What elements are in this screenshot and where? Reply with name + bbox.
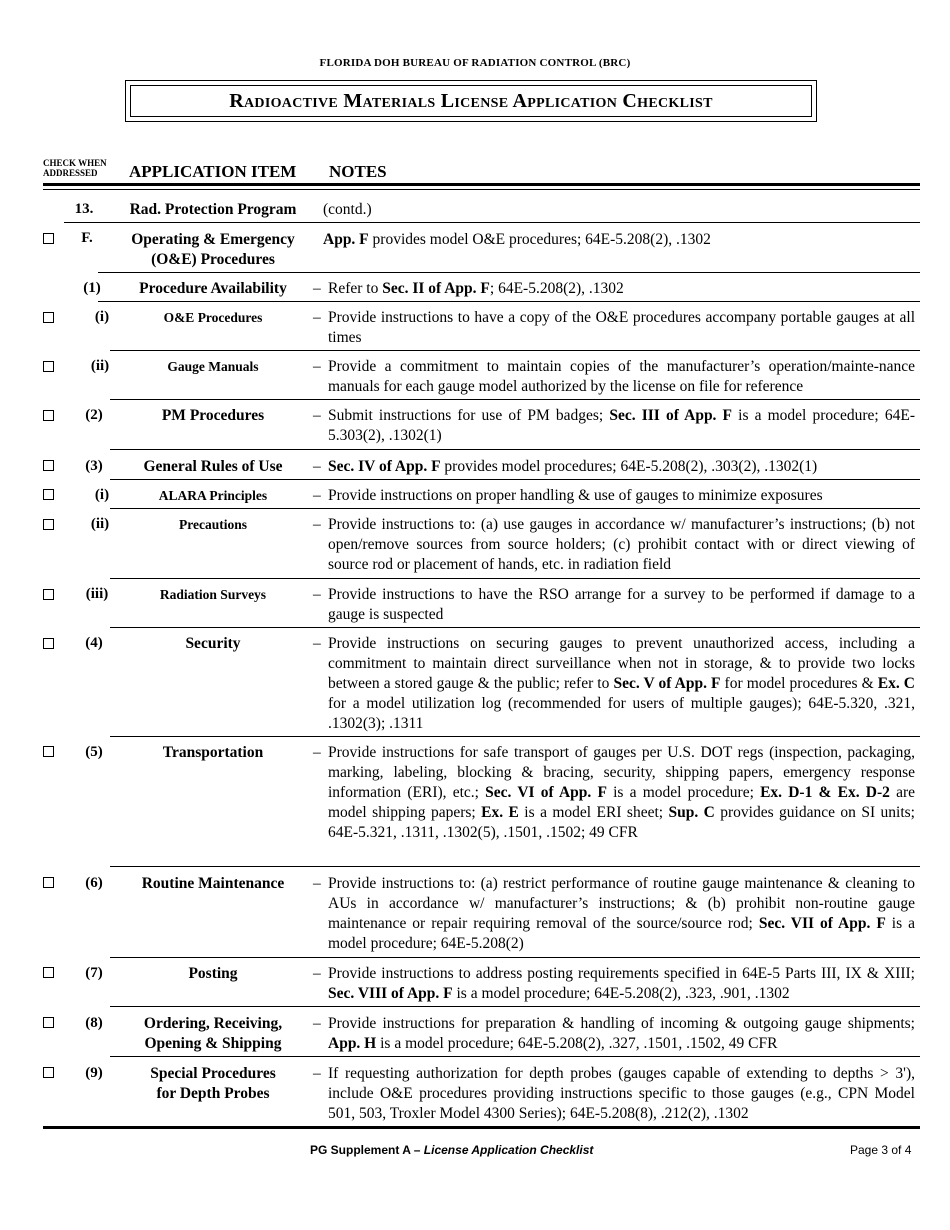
row-number: F. [81,230,93,246]
note-text: – Provide instructions to: (a) use gauges in accordance w/ manufacturer’s instructions; (b) not open/remove sources from source holders; (c) prohibit contact with or direct viewing of source rod or placement of hands, etc. in radiation field [313,516,915,573]
note-text: – Provide instructions for preparation & handling of incoming & outgoing gauge shipments; App. H is a model procedure; 64E-5.208(2), .327, .1501, .1502, 49 CFR [313,1015,915,1052]
item-label: Procedure Availability [139,280,287,297]
note-text: – Provide instructions to have the RSO arrange for a survey to be performed if damage to a gauge is suspected [313,586,915,623]
item-label: Operating & Emergency (O&E) Procedures [131,231,295,268]
item-label: Special Procedures for Depth Probes [150,1065,276,1102]
note-text: – Provide instructions to address posting requirements specified in 64E-5 Parts III, IX & XIII; Sec. VIII of App. F is a model procedure; 64E-5.208(2), .323, .901, .1302 [313,965,915,1002]
checkbox[interactable] [43,410,54,421]
row-number: (i) [94,309,110,325]
row-number: (6) [85,875,103,891]
row-number: (ii) [90,516,110,532]
note-text: – Provide instructions on proper handling & use of gauges to minimize exposures [313,487,823,504]
title-box [125,80,817,122]
row-number: (1) [83,280,101,296]
note-text: – Provide instructions on securing gauges to prevent unauthorized access, including a commitment to maintain direct surveillance when not in storage, & to provide two locks between a stored gauge & the public; refer to Sec. V of App. F for model procedures & Ex. C for a model utilization log (recommended for users of multiple gauges); 64E-5.320, .321, .1302(3); .1311 [313,635,915,732]
item-label: Ordering, Receiving, Opening & Shipping [143,1015,283,1052]
note-text: – Provide a commitment to maintain copies of the manufacturer’s operation/mainte-nance manuals for each gauge model authorized by the license on file for reference [313,358,915,395]
checkbox[interactable] [43,312,54,323]
row-number: 13. [74,201,94,217]
row-number: (8) [85,1015,103,1031]
checkbox[interactable] [43,460,54,471]
row-number: (7) [85,965,103,981]
note-text: – Sec. IV of App. F provides model procedures; 64E-5.208(2), .303(2), .1302(1) [313,458,818,475]
checkbox[interactable] [43,589,54,600]
item-label: Rad. Protection Program [129,201,297,218]
checkbox[interactable] [43,1017,54,1028]
checkbox[interactable] [43,361,54,372]
footer-doc-title: PG Supplement A – License Application Checklist [310,1143,594,1157]
header-rule [43,183,920,186]
note-text: App. F provides model O&E procedures; 64E-5.208(2), .1302 [323,231,711,248]
row-number: (i) [94,487,110,503]
bottom-rule [43,1126,920,1129]
item-label: PM Procedures [161,407,265,424]
item-label: Gauge Manuals [167,359,259,374]
header-rule-thin [43,189,920,190]
note-text: – If requesting authorization for depth probes (gauges capable of extending to depths > 3'), include O&E procedures providing instructions specific to those gauges (e.g., CPN Model 501, 503, Troxler Model 4300 Series); 64E-5.208(8), .212(2), .1302 [313,1065,915,1122]
row-number: (9) [85,1065,103,1081]
checkbox[interactable] [43,1067,54,1078]
checkbox[interactable] [43,519,54,530]
item-label: Transportation [162,744,264,761]
agency-name: FLORIDA DOH BUREAU OF RADIATION CONTROL (BRC) [319,57,631,69]
item-label: O&E Procedures [163,310,263,325]
row-number: (5) [85,744,103,760]
item-label: Posting [188,965,238,982]
item-label: Precautions [179,517,247,532]
note-text: – Provide instructions to have a copy of the O&E procedures accompany portable gauges at all times [313,309,915,346]
column-header-item: APPLICATION ITEM [129,162,297,181]
page-title: Radioactive Materials License Application Checklist [130,85,812,117]
item-label: Security [185,635,241,652]
note-text: – Provide instructions to: (a) restrict performance of routine gauge maintenance & cleaning to AUs in accordance w/ manufacturer’s instructions; & (b) prohibit non-routine gauge maintenance or repair requiring removal of the source/source rod; Sec. VII of App. F is a model procedure; 64E-5.208(2) [313,875,916,952]
column-header-check: CHECK WHEN ADDRESSED [43,158,107,178]
checkbox[interactable] [43,638,54,649]
checkbox[interactable] [43,967,54,978]
checkbox[interactable] [43,489,54,500]
item-label: Radiation Surveys [159,587,267,602]
row-number: (4) [85,635,103,651]
note-text: – Submit instructions for use of PM badges; Sec. III of App. F is a model procedure; 64E-5.303(2), .1302(1) [313,407,915,444]
item-label: ALARA Principles [158,488,268,503]
item-label: Routine Maintenance [141,875,285,892]
row-number: (2) [85,407,103,423]
checkbox[interactable] [43,877,54,888]
page-number: Page 3 of 4 [850,1143,912,1157]
note-text: (contd.) [323,201,372,218]
note-text: – Refer to Sec. II of App. F; 64E-5.208(2), .1302 [313,280,624,297]
row-number: (ii) [90,358,110,374]
item-label: General Rules of Use [143,458,283,475]
row-number: (iii) [85,586,109,602]
row-number: (3) [85,458,103,474]
checkbox[interactable] [43,233,54,244]
column-header-notes: NOTES [329,162,387,181]
note-text: – Provide instructions for safe transport of gauges per U.S. DOT regs (inspection, packaging, marking, labeling, blocking & bracing, security, shipping papers, emergency response information (ERI), etc.; Sec. VI of App. F is a model procedure; Ex. D-1 & Ex. D-2 are model shipping papers; Ex. E is a model ERI sheet; Sup. C provides guidance on SI units; 64E-5.321, .1311, .1302(5), .1501, .1502; 49 CFR [313,744,915,841]
checkbox[interactable] [43,746,54,757]
